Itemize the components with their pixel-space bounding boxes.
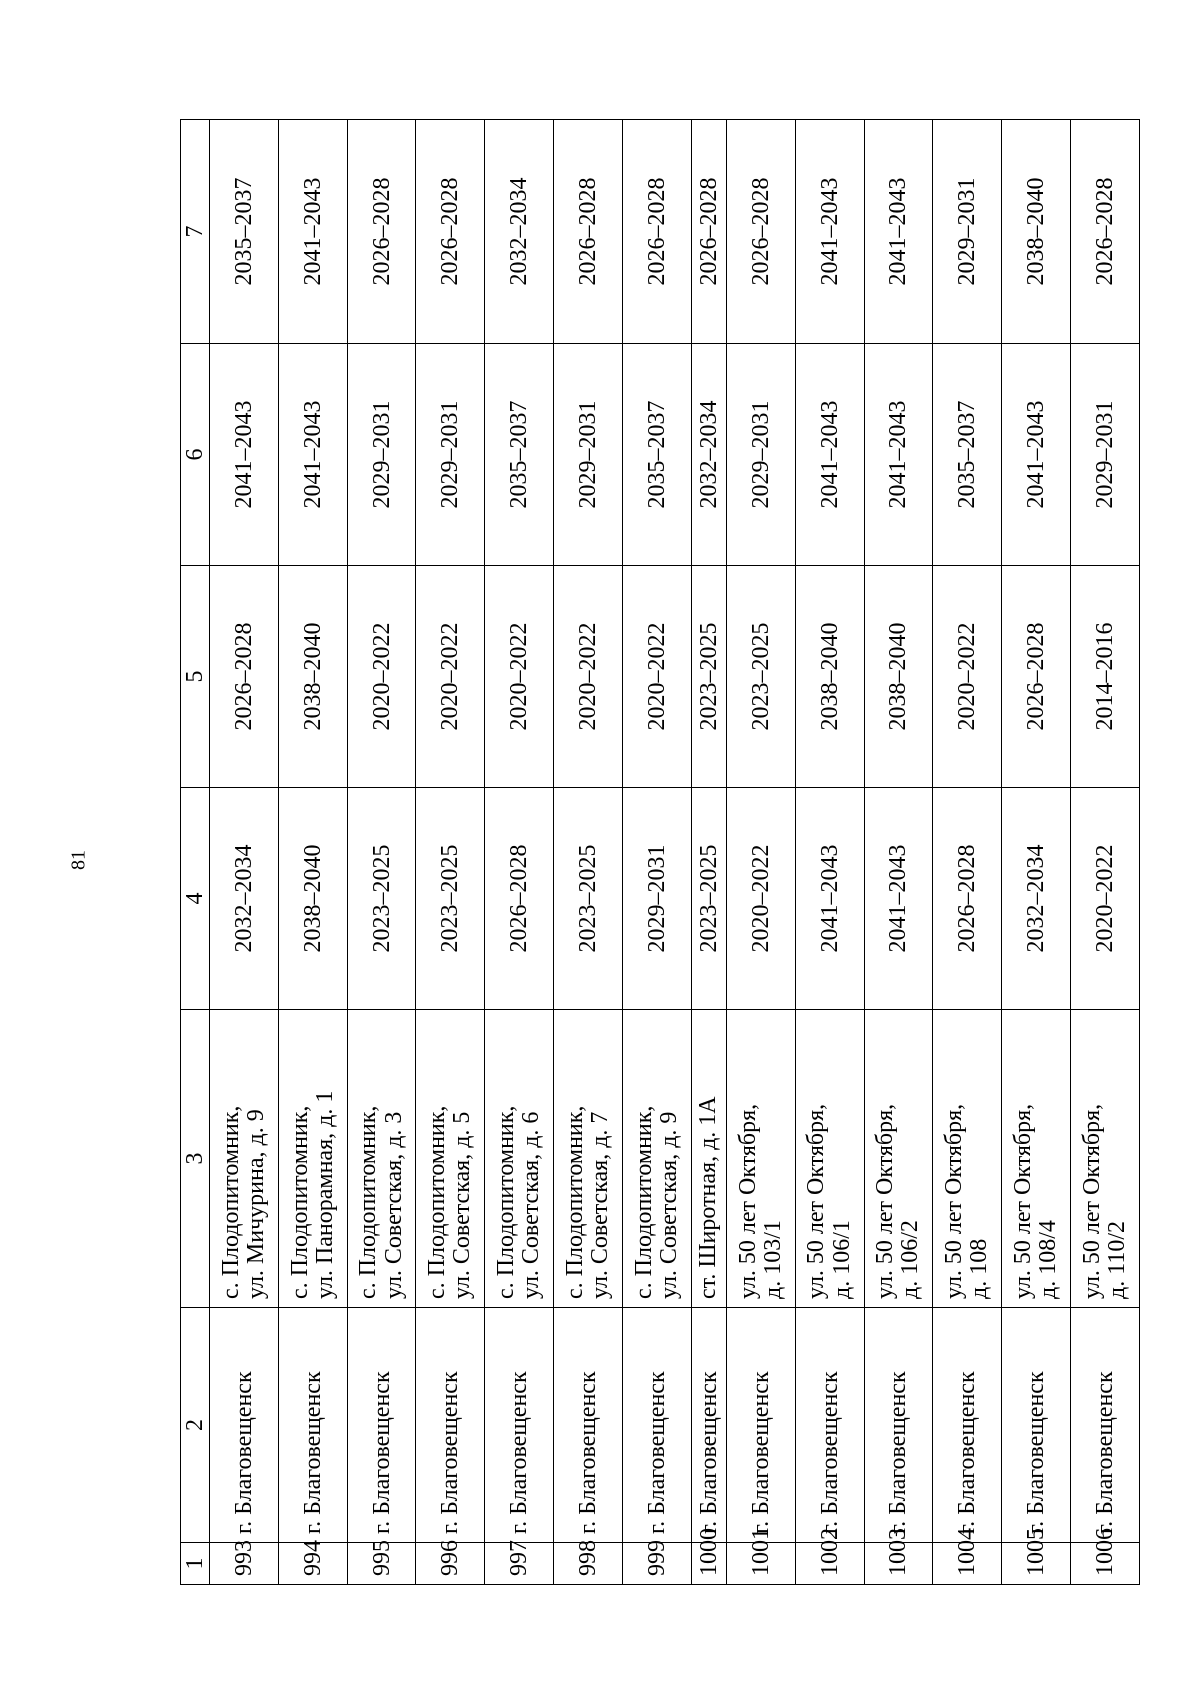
address-cell bbox=[691, 1010, 726, 1308]
address-cell bbox=[278, 1010, 347, 1308]
city-cell: г. Благовещенск bbox=[278, 1308, 347, 1543]
row-number: 1003 bbox=[864, 1543, 933, 1585]
period-col7-cell: 2041–2043 bbox=[864, 120, 933, 344]
period-col6-cell: 2041–2043 bbox=[795, 344, 864, 566]
table-container bbox=[180, 120, 1140, 1585]
city-cell: г. Благовещенск bbox=[691, 1308, 726, 1543]
period-col7-cell: 2026–2028 bbox=[691, 120, 726, 344]
table-row bbox=[554, 120, 623, 1585]
row-number: 1002 bbox=[795, 1543, 864, 1585]
address-line-1: с. Плодопитомник, bbox=[286, 1105, 313, 1299]
period-col7-cell: 2029–2031 bbox=[933, 120, 1002, 344]
address-line-1: ул. 50 лет Октября, bbox=[1078, 1103, 1105, 1299]
row-number: 993 bbox=[210, 1543, 279, 1585]
period-col5-cell: 2014–2016 bbox=[1071, 566, 1140, 788]
row-number: 998 bbox=[554, 1543, 623, 1585]
period-col4-cell: 2026–2028 bbox=[485, 788, 554, 1010]
address-line-2: д. 108 bbox=[966, 1238, 993, 1299]
period-col5-cell: 2038–2040 bbox=[864, 566, 933, 788]
column-header: 3 bbox=[181, 1010, 210, 1308]
period-col5-cell: 2026–2028 bbox=[1002, 566, 1071, 788]
schedule-table bbox=[180, 119, 1140, 1585]
city-cell: г. Благовещенск bbox=[210, 1308, 279, 1543]
city-cell: г. Благовещенск bbox=[864, 1308, 933, 1543]
table-row bbox=[485, 120, 554, 1585]
table-row bbox=[726, 120, 795, 1585]
row-number: 1000 bbox=[691, 1543, 726, 1585]
address-cell bbox=[622, 1010, 691, 1308]
period-col5-cell: 2020–2022 bbox=[347, 566, 416, 788]
period-col7-cell: 2026–2028 bbox=[622, 120, 691, 344]
table-row bbox=[864, 120, 933, 1585]
address-line-2: ул. Советская, д. 7 bbox=[587, 1111, 614, 1299]
row-number: 995 bbox=[347, 1543, 416, 1585]
row-number: 997 bbox=[485, 1543, 554, 1585]
period-col5-cell: 2038–2040 bbox=[795, 566, 864, 788]
period-col4-cell: 2023–2025 bbox=[691, 788, 726, 1010]
table-row bbox=[1002, 120, 1071, 1585]
address-line-1: с. Плодопитомник, bbox=[493, 1105, 520, 1299]
period-col7-cell: 2026–2028 bbox=[554, 120, 623, 344]
address-line-2: ул. Мичурина, д. 9 bbox=[242, 1109, 269, 1299]
period-col6-cell: 2041–2043 bbox=[210, 344, 279, 566]
address-line-2: д. 103/1 bbox=[759, 1220, 786, 1299]
period-col7-cell: 2038–2040 bbox=[1002, 120, 1071, 344]
period-col4-cell: 2023–2025 bbox=[554, 788, 623, 1010]
address-line-2: ул. Советская, д. 5 bbox=[449, 1111, 476, 1299]
period-col4-cell: 2032–2034 bbox=[1002, 788, 1071, 1010]
row-number: 1001 bbox=[726, 1543, 795, 1585]
period-col7-cell: 2035–2037 bbox=[210, 120, 279, 344]
address-line-1: с. Плодопитомник, bbox=[217, 1105, 244, 1299]
city-cell: г. Благовещенск bbox=[795, 1308, 864, 1543]
address-cell bbox=[416, 1010, 485, 1308]
address-line-1: ул. 50 лет Октября, bbox=[734, 1103, 761, 1299]
period-col7-cell: 2026–2028 bbox=[347, 120, 416, 344]
table-row bbox=[278, 120, 347, 1585]
row-number: 994 bbox=[278, 1543, 347, 1585]
period-col6-cell: 2035–2037 bbox=[933, 344, 1002, 566]
address-line-2: д. 108/4 bbox=[1035, 1220, 1062, 1299]
address-line-1: ст. Широтная, д. 1А bbox=[695, 1096, 722, 1299]
address-line-1: с. Плодопитомник, bbox=[630, 1105, 657, 1299]
period-col4-cell: 2038–2040 bbox=[278, 788, 347, 1010]
address-cell bbox=[795, 1010, 864, 1308]
period-col6-cell: 2041–2043 bbox=[864, 344, 933, 566]
period-col4-cell: 2032–2034 bbox=[210, 788, 279, 1010]
period-col7-cell: 2032–2034 bbox=[485, 120, 554, 344]
period-col4-cell: 2026–2028 bbox=[933, 788, 1002, 1010]
address-line-2: д. 106/1 bbox=[828, 1220, 855, 1299]
period-col6-cell: 2041–2043 bbox=[1002, 344, 1071, 566]
address-line-1: ул. 50 лет Октября, bbox=[1009, 1103, 1036, 1299]
address-line-1: ул. 50 лет Октября, bbox=[872, 1103, 899, 1299]
period-col6-cell: 2029–2031 bbox=[347, 344, 416, 566]
address-line-1: с. Плодопитомник, bbox=[424, 1105, 451, 1299]
city-cell: г. Благовещенск bbox=[1002, 1308, 1071, 1543]
period-col6-cell: 2029–2031 bbox=[1071, 344, 1140, 566]
address-line-1: с. Плодопитомник, bbox=[561, 1105, 588, 1299]
period-col4-cell: 2023–2025 bbox=[347, 788, 416, 1010]
column-header: 4 bbox=[181, 788, 210, 1010]
table-row bbox=[1071, 120, 1140, 1585]
table-row bbox=[622, 120, 691, 1585]
table-row bbox=[691, 120, 726, 1585]
row-number: 1004 bbox=[933, 1543, 1002, 1585]
city-cell: г. Благовещенск bbox=[485, 1308, 554, 1543]
column-number-row bbox=[181, 120, 210, 1585]
table-row bbox=[933, 120, 1002, 1585]
city-cell: г. Благовещенск bbox=[416, 1308, 485, 1543]
period-col4-cell: 2041–2043 bbox=[795, 788, 864, 1010]
city-cell: г. Благовещенск bbox=[726, 1308, 795, 1543]
period-col6-cell: 2032–2034 bbox=[691, 344, 726, 566]
page-number: 81 bbox=[67, 850, 90, 870]
period-col5-cell: 2020–2022 bbox=[416, 566, 485, 788]
period-col6-cell: 2035–2037 bbox=[622, 344, 691, 566]
period-col4-cell: 2020–2022 bbox=[1071, 788, 1140, 1010]
table-body bbox=[210, 120, 1140, 1585]
period-col4-cell: 2029–2031 bbox=[622, 788, 691, 1010]
address-cell bbox=[210, 1010, 279, 1308]
period-col7-cell: 2041–2043 bbox=[795, 120, 864, 344]
address-cell bbox=[485, 1010, 554, 1308]
period-col5-cell: 2020–2022 bbox=[554, 566, 623, 788]
column-header: 6 bbox=[181, 344, 210, 566]
period-col6-cell: 2035–2037 bbox=[485, 344, 554, 566]
row-number: 1005 bbox=[1002, 1543, 1071, 1585]
period-col4-cell: 2020–2022 bbox=[726, 788, 795, 1010]
city-cell: г. Благовещенск bbox=[933, 1308, 1002, 1543]
row-number: 1006 bbox=[1071, 1543, 1140, 1585]
period-col5-cell: 2023–2025 bbox=[726, 566, 795, 788]
address-cell bbox=[554, 1010, 623, 1308]
city-cell: г. Благовещенск bbox=[1071, 1308, 1140, 1543]
period-col5-cell: 2020–2022 bbox=[933, 566, 1002, 788]
city-cell: г. Благовещенск bbox=[622, 1308, 691, 1543]
address-line-1: с. Плодопитомник, bbox=[355, 1105, 382, 1299]
address-cell bbox=[1071, 1010, 1140, 1308]
table-row bbox=[795, 120, 864, 1585]
city-cell: г. Благовещенск bbox=[347, 1308, 416, 1543]
period-col4-cell: 2023–2025 bbox=[416, 788, 485, 1010]
table-row bbox=[210, 120, 279, 1585]
row-number: 996 bbox=[416, 1543, 485, 1585]
address-line-2: ул. Советская, д. 6 bbox=[518, 1111, 545, 1299]
column-header: 7 bbox=[181, 120, 210, 344]
address-cell bbox=[347, 1010, 416, 1308]
period-col7-cell: 2026–2028 bbox=[416, 120, 485, 344]
address-line-2: ул. Советская, д. 3 bbox=[380, 1111, 407, 1299]
period-col4-cell: 2041–2043 bbox=[864, 788, 933, 1010]
period-col5-cell: 2026–2028 bbox=[210, 566, 279, 788]
column-header: 5 bbox=[181, 566, 210, 788]
column-header: 2 bbox=[181, 1308, 210, 1543]
period-col7-cell: 2041–2043 bbox=[278, 120, 347, 344]
address-cell bbox=[726, 1010, 795, 1308]
period-col6-cell: 2041–2043 bbox=[278, 344, 347, 566]
period-col7-cell: 2026–2028 bbox=[726, 120, 795, 344]
row-number: 999 bbox=[622, 1543, 691, 1585]
table-row bbox=[347, 120, 416, 1585]
address-line-2: ул. Панорамная, д. 1 bbox=[311, 1090, 338, 1299]
period-col5-cell: 2020–2022 bbox=[485, 566, 554, 788]
address-line-1: ул. 50 лет Октября, bbox=[941, 1103, 968, 1299]
period-col6-cell: 2029–2031 bbox=[554, 344, 623, 566]
period-col5-cell: 2020–2022 bbox=[622, 566, 691, 788]
address-line-2: д. 106/2 bbox=[897, 1220, 924, 1299]
table-row bbox=[416, 120, 485, 1585]
address-cell bbox=[864, 1010, 933, 1308]
city-cell: г. Благовещенск bbox=[554, 1308, 623, 1543]
address-cell bbox=[1002, 1010, 1071, 1308]
address-line-2: д. 110/2 bbox=[1104, 1221, 1130, 1299]
column-header: 1 bbox=[181, 1543, 210, 1585]
period-col5-cell: 2038–2040 bbox=[278, 566, 347, 788]
period-col6-cell: 2029–2031 bbox=[416, 344, 485, 566]
period-col7-cell: 2026–2028 bbox=[1071, 120, 1140, 344]
address-line-2: ул. Советская, д. 9 bbox=[655, 1111, 682, 1299]
period-col5-cell: 2023–2025 bbox=[691, 566, 726, 788]
period-col6-cell: 2029–2031 bbox=[726, 344, 795, 566]
address-line-1: ул. 50 лет Октября, bbox=[803, 1103, 830, 1299]
address-cell bbox=[933, 1010, 1002, 1308]
